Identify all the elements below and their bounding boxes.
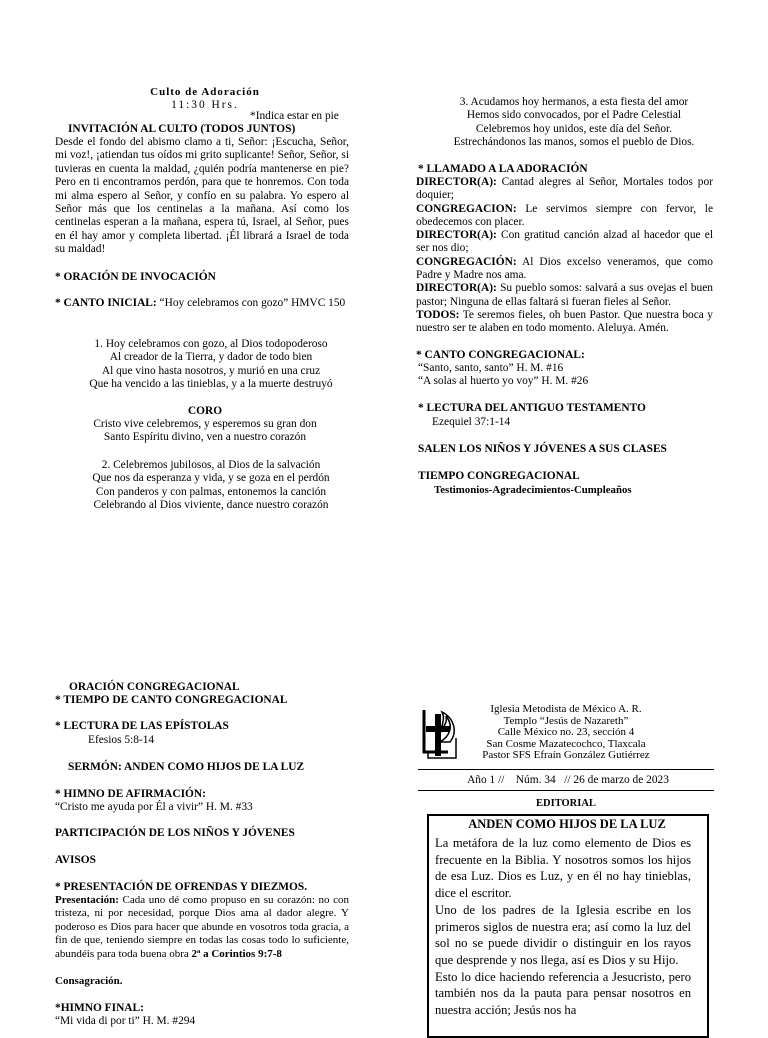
standing-note: *Indica estar en pie [250,110,339,122]
llamado-line: DIRECTOR(A): Su pueblo somos: salvará a sus ovejas el buen pastor; Ninguna de ellas faltará si fueran fieles al Señor. [416,282,713,308]
avisos: AVISOS [55,854,96,866]
llamado-line: DIRECTOR(A): Con gratitud canción alzad al hacedor que el ser nos dio; [416,229,713,255]
tiempo-congregacional-sub: Testimonios-Agradecimientos-Cumpleaños [434,484,632,496]
church-line: Iglesia Metodista de México A. R. [490,703,642,715]
llamado-body [416,176,713,336]
stanza-line: Al creador de la Tierra, y dador de todo bien [109,351,313,364]
epistolas-heading: * LECTURA DE LAS EPÍSTOLAS [55,720,229,732]
llamado-line: CONGREGACIÓN: Al Dios excelso veneramos, que como Padre y Madre nos ama. [416,255,713,282]
tiempo-canto: * TIEMPO DE CANTO CONGREGACIONAL [55,694,288,706]
sermon-title: SERMÓN: ANDEN COMO HIJOS DE LA LUZ [68,761,305,773]
stanza-line: Que ha vencido a las tinieblas, y a la muerte destruyó [89,378,333,391]
presentacion-body [55,894,349,961]
stanza-line: Hemos sido convocados, por el Padre Celestial [466,109,682,122]
stanza-line: 2. Celebremos jubilosos, al Dios de la salvación [101,459,321,471]
himno-final-heading: *HIMNO FINAL: [55,1002,144,1014]
canto-inicial [55,297,349,310]
presentacion-label: Presentación: [55,894,119,906]
consagracion: Consagración. [55,975,123,987]
invitacion-heading: INVITACIÓN AL CULTO (TODOS JUNTOS) [68,123,296,135]
stanza-line: Con panderos y con palmas, entonemos la canción [95,485,327,498]
stanza-2 [55,459,367,513]
stanza-line: Celebremos hoy unidos, este día del Señor. [475,122,673,135]
editorial-title: ANDEN COMO HIJOS DE LA LUZ [468,817,666,831]
stanza-line: 1. Hoy celebramos con gozo, al Dios todopoderoso [94,338,328,350]
coro-heading: CORO [187,405,223,417]
editorial-paragraph: Esto lo dice haciendo referencia a Jesucristo, pero también nos da la pauta para pensar nosotros en nuestra acción; Jesús nos ha [435,969,691,1018]
church-info [468,704,664,762]
himno-final-text: “Mi vida di por ti” H. M. #294 [55,1015,196,1027]
presentacion-ref: 2ª a Corintios 9:7-8 [191,947,282,960]
llamado-line: DIRECTOR(A): Cantad alegres al Señor, Mortales todos por doquier; [416,176,713,202]
salen-ninos: SALEN LOS NIÑOS Y JÓVENES A SUS CLASES [418,443,667,455]
divider [418,769,714,770]
canto-inicial-text: “Hoy celebramos con gozo” HMVC 150 [159,297,346,309]
tiempo-congregacional-heading: TIEMPO CONGREGACIONAL [418,470,580,482]
coro-line: Cristo vive celebremos, y esperemos su gran don [93,418,317,430]
invitacion-body: Desde el fondo del abismo clamo a ti, Señor: ¡Escucha, Señor, mi voz!, ¡atiendan tus oídos mi grito suplicante! Señor, Señor, si tuvieras en cuenta la maldad, ¿quién podría mantenerse en pie? Pero en ti encontramos perdón, para que te honremos. Con toda mi alma espero al Señor, y confío en su palabra. Yo espero al Señor más que los centinelas a la mañana. Así como los centinelas esperan a la mañana, espera tú, Israel, al Señor, pues en él hay amor y completa libertad. ¡Él librará a Israel de toda su maldad! [55,136,349,256]
stanza-line: 3. Acudamos hoy hermanos, a esta fiesta del amor [459,96,689,108]
stanza-line: Al que vino hasta nosotros, y murió en una cruz [101,364,321,377]
church-line: San Cosme Mazatecochco, Tlaxcala [486,737,646,750]
antiguo-testamento-heading: * LECTURA DEL ANTIGUO TESTAMENTO [418,402,646,414]
presentacion-text: Cada uno dé como propuso en su corazón: no con tristeza, ni por necesidad, porque Dios ama al dador alegre. Y poderoso es Dios para hacer que abunde en vosotros toda gracia, a fin de que, teniendo siempre en todas las cosas todo lo suficiente, abundéis para toda buena obra [55,894,349,960]
church-line: Pastor SFS Efraín González Gutiérrez [482,749,650,761]
editorial-label: EDITORIAL [536,798,596,809]
stanza-line: Que nos da esperanza y vida, y se goza en el perdón [92,472,330,485]
himno-afirmacion-heading: * HIMNO DE AFIRMACIÓN: [55,788,206,800]
editorial-paragraph: Uno de los padres de la Iglesia escribe en los primeros siglos de nuestra era; así como la luz del sol no se puede dividir o distinguir en los rayos que desprende y nos llega, así es Dios y su Hijo. [435,902,691,967]
methodist-cross-flame-icon [420,702,460,762]
llamado-line: CONGREGACION: Le servimos siempre con fervor, le obedecemos con placer. [416,202,713,228]
issue-line: Año 1 // Núm. 34 // 26 de marzo de 2023 [467,774,669,786]
epistolas-ref: Efesios 5:8-14 [88,734,155,746]
oracion-invocacion: * ORACIÓN DE INVOCACIÓN [55,271,216,283]
ofrendas-heading: * PRESENTACIÓN DE OFRENDAS Y DIEZMOS. [55,881,308,893]
antiguo-testamento-ref: Ezequiel 37:1-14 [432,416,511,428]
llamado-heading: * LLAMADO A LA ADORACIÓN [418,163,588,175]
stanza-line: Estrechándonos las manos, somos el pueblo de Dios. [453,136,695,149]
editorial-body [435,835,691,1019]
coro-lines [55,418,355,445]
stanza-1 [55,338,367,392]
canto-inicial-label: * CANTO INICIAL: [55,297,157,309]
stanza-3 [424,96,724,150]
divider [418,790,714,791]
participacion-ninos: PARTICIPACIÓN DE LOS NIÑOS Y JÓVENES [55,827,295,839]
service-title: Culto de Adoración [150,86,260,98]
service-time: 11:30 Hrs. [171,99,239,111]
oracion-congregacional: ORACIÓN CONGREGACIONAL [69,681,240,693]
canto-congregacional-song: “A solas al huerto yo voy” H. M. #26 [418,375,589,387]
church-line: Calle México no. 23, sección 4 [497,726,635,738]
stanza-line: Celebrando al Dios viviente, dance nuestro corazón [93,499,329,512]
canto-congregacional-heading: * CANTO CONGREGACIONAL: [416,349,585,361]
church-line: Templo “Jesús de Nazareth” [503,714,629,727]
llamado-line: TODOS: Te seremos fieles, oh buen Pastor. Que nuestra boca y nuestro ser te alaben en todo momento. Aleluya. Amén. [416,308,713,335]
canto-congregacional-song: “Santo, santo, santo” H. M. #16 [418,362,564,374]
himno-afirmacion-text: “Cristo me ayuda por Él a vivir” H. M. #33 [55,801,253,813]
editorial-paragraph: La metáfora de la luz como elemento de Dios es frecuente en la Biblia. Y nosotros somos los hijos de esa Luz. Dios es Luz, y en él no hay tinieblas, dice el escritor. [435,836,691,901]
coro-line: Santo Espíritu divino, ven a nuestro corazón [103,431,307,444]
